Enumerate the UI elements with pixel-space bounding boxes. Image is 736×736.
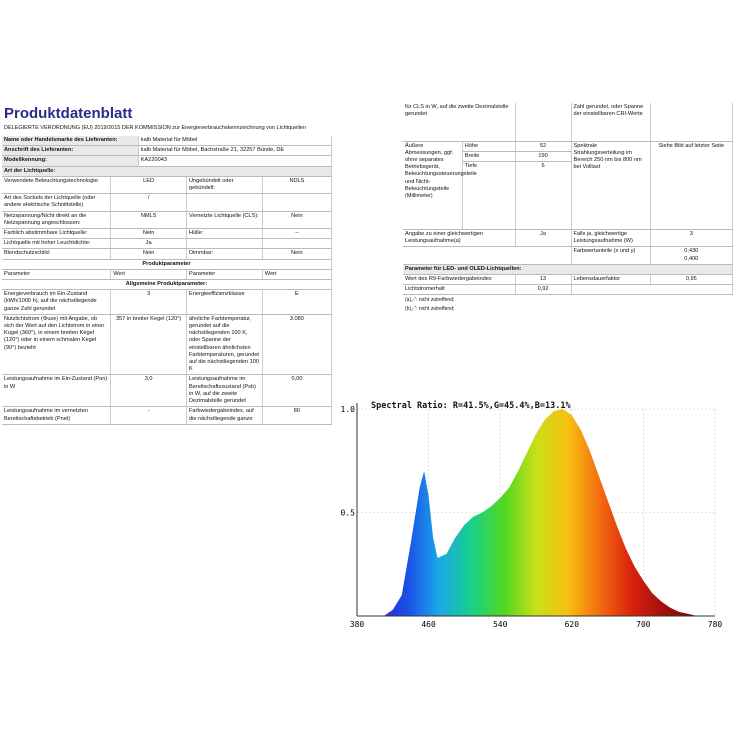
param-cell-d: 0,00 xyxy=(262,375,331,407)
type-cell-b: LED xyxy=(111,177,187,194)
type-cell-b: Nein xyxy=(111,229,187,239)
type-cell-c xyxy=(187,194,263,211)
table-row xyxy=(2,211,332,228)
table-row xyxy=(2,290,332,315)
spectral-label: Spektrale Strahlungsverteilung im Bereich 250 nm bis 800 nm bei Volllast xyxy=(571,141,650,229)
table-row xyxy=(2,375,332,407)
product-params-label: Produktparameter xyxy=(2,259,332,269)
top-row-b xyxy=(515,103,571,141)
param-cell-c: Farbwiedergabeindex, auf die nächstliegende ganze xyxy=(187,407,263,424)
spectral-ratio-annotation: Spectral Ratio: R=41.5%,G=45.4%,B=13.1% xyxy=(371,401,571,411)
life-factor-value: 0,95 xyxy=(650,274,732,284)
equiv-power-question: Angabe zu einer gleichwertigen Leistungsaufnahme(a) xyxy=(403,229,515,246)
empty-cell xyxy=(403,247,571,264)
flux-maintenance-value: 0,92 xyxy=(515,285,571,295)
param-cell-d: E xyxy=(262,290,331,315)
y-tick-label: 0.5 xyxy=(340,508,355,518)
type-cell-d: NDLS xyxy=(262,177,331,194)
spectrum-chart xyxy=(339,372,733,634)
led-params-label: Parameter für LED- und OLED-Lichtquellen: xyxy=(403,264,733,274)
chroma-x: 0,430 xyxy=(684,248,699,255)
x-tick-label: 620 xyxy=(564,620,580,629)
x-tick-label: 780 xyxy=(707,620,723,629)
type-cell-b: / xyxy=(111,194,187,211)
supplier-table xyxy=(2,136,332,177)
type-cell-d xyxy=(262,194,331,211)
datasheet-right xyxy=(403,103,733,353)
regulation-subtitle: DELEGIERTE VERORDNUNG (EU) 2019/2015 DER KOMMISSION zur Energieverbrauchskennzeichnung von Lichtquellen xyxy=(4,125,306,131)
r9-value: 13 xyxy=(515,274,571,284)
table-row xyxy=(2,194,332,211)
param-cell-d: 3.080 xyxy=(262,314,331,375)
type-cell-d xyxy=(262,239,331,249)
datasheet-left xyxy=(2,103,332,606)
document-title: Produktdatenblatt xyxy=(4,105,133,122)
type-cell-a: Netzspannung/Nicht direkt an die Netzspannung angeschlossen: xyxy=(2,211,111,228)
param-cell-b: - xyxy=(111,407,187,424)
type-cell-d: – xyxy=(262,229,331,239)
empty-cell xyxy=(571,285,732,295)
model-value: KA220043 xyxy=(138,156,331,166)
dim-depth-value: 6 xyxy=(515,161,571,229)
x-tick-label: 380 xyxy=(349,620,365,629)
param-cell-c: Leistungsaufnahme im Bereitschaftszustand (Psb) in W, auf die zweite Dezimalstelle gerundet xyxy=(187,375,263,407)
type-cell-c xyxy=(187,239,263,249)
x-tick-label: 540 xyxy=(492,620,508,629)
top-row-c: Zahl gerundet, oder Spanne der einstellbaren CRI-Werte xyxy=(571,103,650,141)
header-value-1: Wert xyxy=(111,269,187,279)
type-cell-c: Ungebündelt oder gebündelt: xyxy=(187,177,263,194)
param-cell-a: Leistungsaufnahme im Ein-Zustand (Pon) in W xyxy=(2,375,111,407)
dim-height-value: 52 xyxy=(515,141,571,151)
table-row xyxy=(2,407,332,424)
footnote-a: (a)„-“: nicht zutreffend; xyxy=(405,297,455,304)
type-cell-c: Vernetzte Lichtquelle (CLS): xyxy=(187,211,263,228)
header-parameter-1: Parameter xyxy=(2,269,111,279)
top-row-d xyxy=(650,103,732,141)
dim-width-label: Breite xyxy=(462,151,515,161)
header-value-2: Wert xyxy=(262,269,331,279)
general-params-label: Allgemeine Produktparameter: xyxy=(2,280,332,290)
type-cell-a: Farblich abstimmbare Lichtquelle: xyxy=(2,229,111,239)
type-cell-b: Ja xyxy=(111,239,187,249)
x-tick-label: 700 xyxy=(636,620,651,629)
footnote-b: (b)„-“: nicht zutreffend; xyxy=(405,306,455,313)
table-row xyxy=(2,314,332,375)
dim-depth-label: Tiefe xyxy=(462,161,515,229)
supplier-address-label: Anschrift des Lieferanten: xyxy=(2,146,138,156)
type-cell-a: Lichtquelle mit hoher Leuchtdichte: xyxy=(2,239,111,249)
type-cell-c: Dimmbar: xyxy=(187,249,263,259)
y-tick-label: 1.0 xyxy=(340,405,355,414)
model-label: Modellkennung: xyxy=(2,156,138,166)
param-cell-b: 357 in breiter Kegel (120°) xyxy=(111,314,187,375)
supplier-name-value: kalb Material für Möbel xyxy=(138,136,331,146)
chroma-y: 0,400 xyxy=(684,255,699,262)
spectral-value: Siehe Bild auf letzter Seite xyxy=(650,141,732,229)
type-cell-d: Nein xyxy=(262,249,331,259)
param-cell-a: Energieverbrauch im Ein-Zustand (kWh/1000 h), auf die nächstliegende ganze Zahl gerundet xyxy=(2,290,111,315)
dim-height-label: Höhe xyxy=(462,141,515,151)
table-row xyxy=(2,249,332,259)
life-factor-label: Lebensdauerfaktor xyxy=(571,274,650,284)
r9-label: Wert des R9-Farbwiedergabeindex xyxy=(403,274,515,284)
param-cell-c: ähnliche Farbtemperatur, gerundet auf die nächstliegenden 100 K, oder Spanne der einstellbaren ähnlichsten Farbtemperaturen, gerundet auf die nächstliegenden 100 K xyxy=(187,314,263,375)
supplier-address-value: kalb Material für Möbel, Bachstraße 21, 32257 Bünde, DE xyxy=(138,146,331,156)
type-cell-c: Hülle: xyxy=(187,229,263,239)
type-cell-a: Verwendete Beleuchtungstechnologie: xyxy=(2,177,111,194)
type-cell-b: NMLS xyxy=(111,211,187,228)
param-cell-b: 3 xyxy=(111,290,187,315)
equiv-power-value: 3 xyxy=(650,229,732,246)
param-cell-c: Energieeffizienzklasse xyxy=(187,290,263,315)
chroma-values xyxy=(650,247,732,264)
param-cell-a: Nutzlichtstrom (Φuse) mit Angabe, ob sich der Wert auf den Lichtstrom in einer Kugel (360°), in einem breiten Kegel (120°) oder in einem schmalen Kegel (90°) bezieht xyxy=(2,314,111,375)
flux-maintenance-label: Lichtstromerhalt xyxy=(403,285,515,295)
type-cell-a: Blendschutzschild: xyxy=(2,249,111,259)
light-source-table xyxy=(2,177,332,425)
type-cell-a: Art des Sockels der Lichtquelle (oder andere elektrische Schnittstelle) xyxy=(2,194,111,211)
param-cell-d: 80 xyxy=(262,407,331,424)
table-row xyxy=(2,229,332,239)
dim-width-value: 190 xyxy=(515,151,571,161)
header-parameter-2: Parameter xyxy=(187,269,263,279)
dimensions-label: Äußere Abmessungen, ggf. ohne separates Betriebsgerät, Beleuchtungssteuerungsteile und Nicht-Beleuchtungsteile (Millimeter) xyxy=(403,141,462,229)
right-params-table xyxy=(403,103,733,295)
chroma-label: Farbwertanteile (x und y) xyxy=(571,247,650,264)
type-cell-d: Nein xyxy=(262,211,331,228)
equiv-power-answer: Ja xyxy=(515,229,571,246)
light-source-type-label: Art der Lichtquelle: xyxy=(2,166,332,176)
table-row xyxy=(2,239,332,249)
param-cell-a: Leistungsaufnahme im vernetzten Bereitschaftsbetrieb (Pnet) xyxy=(2,407,111,424)
x-tick-label: 460 xyxy=(421,620,436,629)
equiv-power-label: Falls ja, gleichwertige Leistungsaufnahme (W) xyxy=(571,229,650,246)
type-cell-b: Nein xyxy=(111,249,187,259)
supplier-name-label: Name oder Handelsmarke des Lieferanten: xyxy=(2,136,138,146)
param-cell-b: 3,0 xyxy=(111,375,187,407)
table-row xyxy=(2,177,332,194)
top-row-a: für CLS in W, auf die zweite Dezimalstelle gerundet xyxy=(403,103,515,141)
